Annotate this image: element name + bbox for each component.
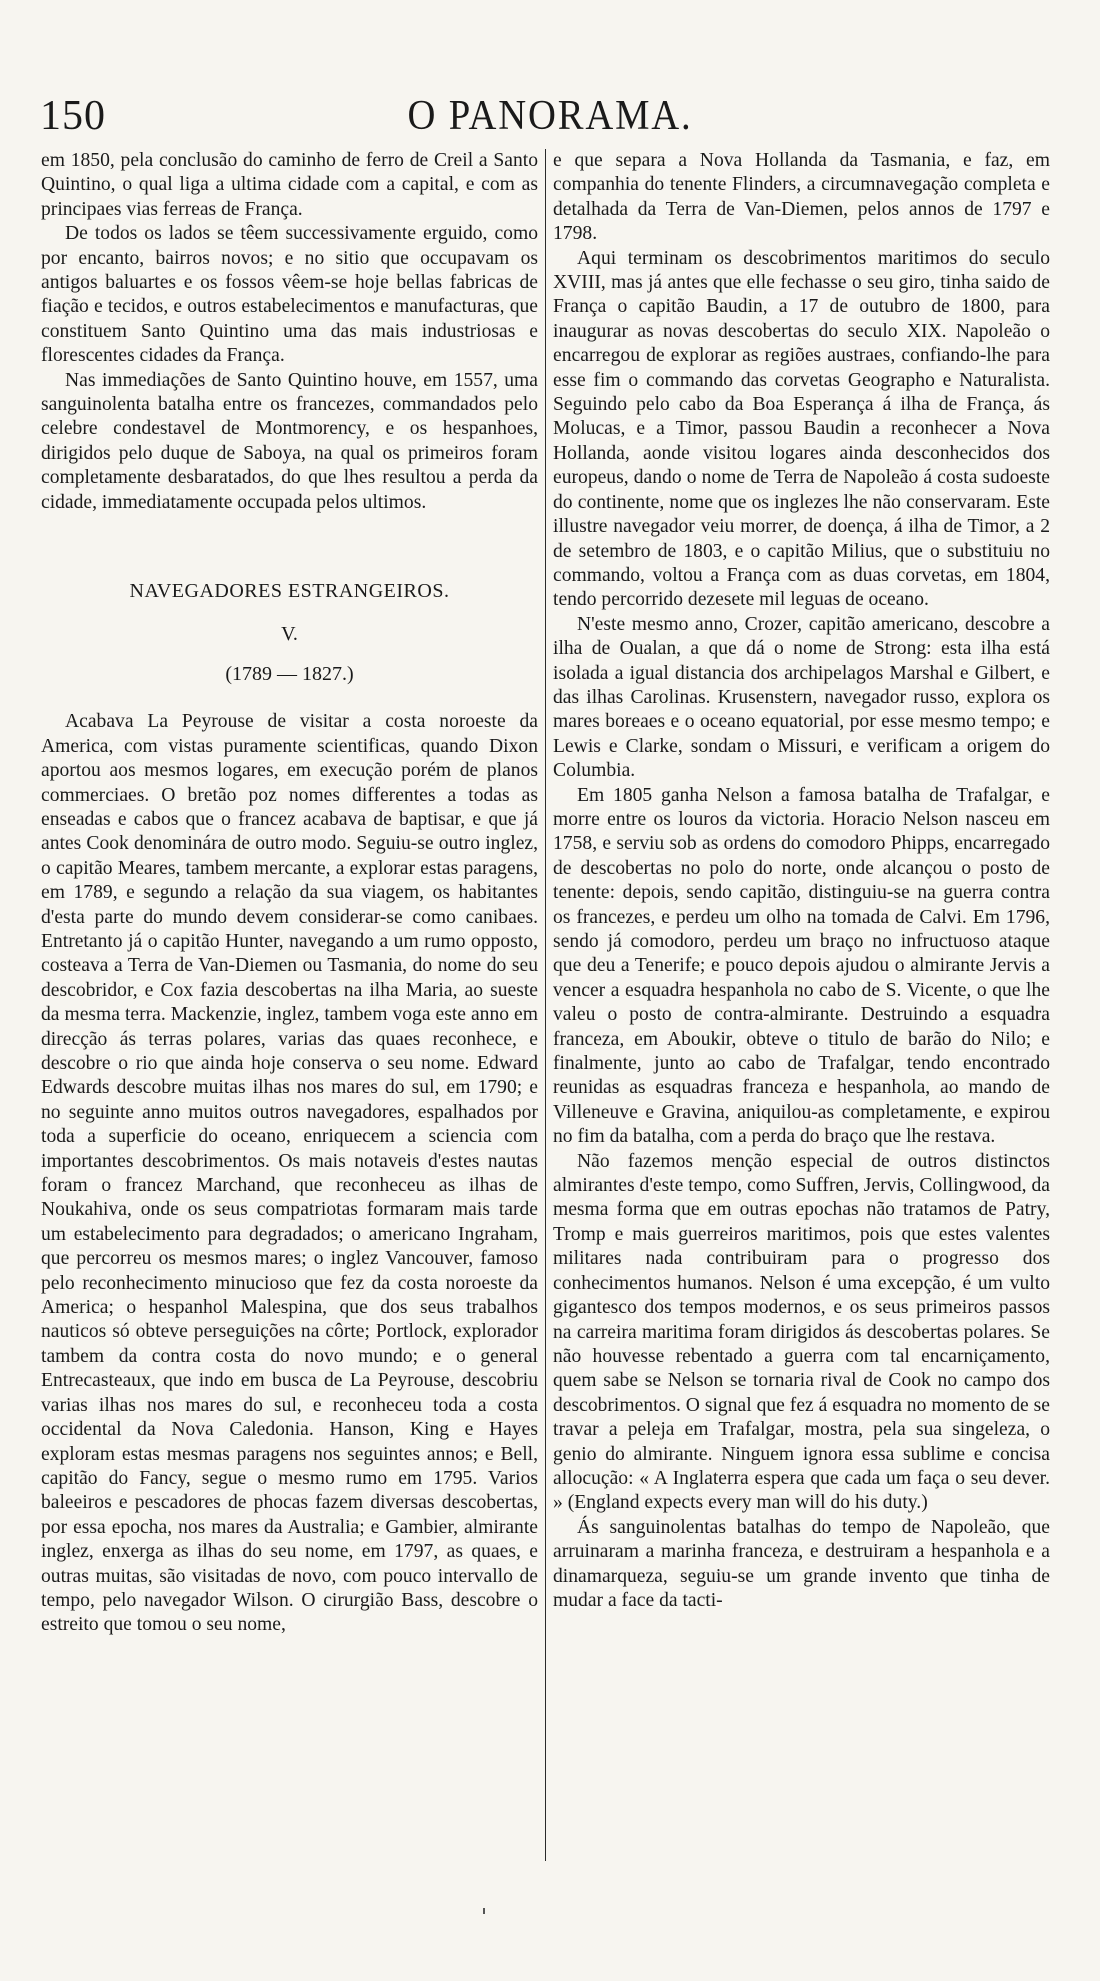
paragraph: Nas immediações de Santo Quintino houve, em 1557, uma sanguinolenta batalha entre os francezes, commandados pelo celebre condestavel de Montmorency, e os hespanhoes, dirigidos pelo duque de Saboya, na qual os primeiros foram completamente desbaratados, do que lhes resultou a perda da cidade, immediatamente occupada pelos ultimos.: [41, 369, 538, 513]
section-number: V.: [281, 622, 298, 645]
right-column: [553, 149, 1050, 1613]
paragraph: N'este mesmo anno, Crozer, capitão americano, descobre a ilha de Oualan, a que dá o nome de Strong: esta ilha está isolada a igual distancia dos archipelagos Marshal e Gilbert, e das ilhas Carolinas. Krusenstern, navegador russo, explora os mares boreaes e o oceano equatorial, por esse mesmo tempo; e Lewis e Clarke, sondam o Missuri, e verificam a origem do Columbia.: [553, 613, 1050, 782]
paragraph: De todos os lados se têem successivamente erguido, como por encanto, bairros novos; e no sitio que occupavam os antigos baluartes e os fossos vêem-se hoje bellas fabricas de fiação e tecidos, e outros estabelecimentos e manufacturas, que constituem Santo Quintino uma das mais industriosas e florescentes cidades da França.: [41, 223, 538, 367]
paragraph: Não fazemos menção especial de outros distinctos almirantes d'este tempo, como Suffren, Jervis, Collingwood, da mesma forma que em outras epochas não tratamos de Patry, Tromp e mais guerreiros maritimos, pois que estes valentes militares nada contribuiram para o progresso dos conhecimentos humanos. Nelson é uma excepção, é um vulto gigantesco dos tempos modernos, e os seus primeiros passos na carreira maritima foram dirigidos ás descobertas polares. Se não houvesse rebentado a guerra com tal encarniçamento, quem sabe se Nelson se tornaria rival de Cook no campo dos descobrimentos. O signal que fez á esquadra no momento de se travar a peleja em Trafalgar, mostra, pela sua singeleza, o genio do almirante. Ninguem ignora essa sublime e concisa allocução: « A Inglaterra espera que cada um faça o seu dever. » (England expects every man will do his duty.): [553, 1150, 1050, 1514]
left-column: [41, 149, 538, 1638]
paragraph: Aqui terminam os descobrimentos maritimos do seculo XVIII, mas já antes que elle fechasse o seu giro, tinha saido de França o capitão Baudin, a 17 de outubro de 1800, para inaugurar as novas descobertas do seculo XIX. Napoleão o encarregou de explorar as regiões austraes, confiando-lhe para esse fim o commando das corvetas Geographo e Naturalista. Seguindo pelo cabo da Boa Esperança á ilha de França, ás Molucas, e a Timor, passou Baudin a reconhecer a Nova Hollanda, aonde visitou logares ainda desconhecidos dos europeus, dando o nome de Terra de Napoleão á costa sudoeste do continente, nome que os inglezes lhe não conservaram. Este illustre navegador veiu morrer, de doença, á ilha de Timor, a 2 de setembro de 1803, e o capitão Milius, que o substituiu no commando, voltou a França com as duas corvetas, em 1804, tendo percorrido dezesete mil leguas de oceano.: [553, 247, 1050, 611]
paragraph: e que separa a Nova Hollanda da Tasmania, e faz, em companhia do tenente Flinders, a circumnavegação completa e detalhada da Terra de Van-Diemen, pelos annos de 1797 e 1798.: [553, 150, 1050, 245]
ink-mark: [483, 1908, 485, 1914]
paragraph: Ás sanguinolentas batalhas do tempo de Napoleão, que arruinaram a marinha franceza, e destruiram a hespanhola e a dinamarqueza, seguiu-se um grande invento que tinha de mudar a face da tacti-: [553, 1516, 1050, 1611]
running-title: O PANORAMA.: [407, 93, 693, 139]
paragraph: em 1850, pela conclusão do caminho de ferro de Creil a Santo Quintino, o qual liga a ultima cidade com a capital, e com as principaes vias ferreas de França.: [41, 150, 538, 220]
column-divider: [545, 149, 546, 1861]
paragraph: Em 1805 ganha Nelson a famosa batalha de Trafalgar, e morre entre os louros da victoria. Horacio Nelson nasceu em 1758, e serviu sob as ordens do comodoro Phipps, encarregado de descobertas no polo do norte, onde alcançou o posto de tenente: depois, sendo capitão, distinguiu-se na guerra contra os francezes, e perdeu um olho na tomada de Calvi. Em 1796, sendo já comodoro, perdeu um braço no infructuoso ataque que deu a Tenerife; e pouco depois ajudou o almirante Jervis a vencer a esquadra hespanhola no cabo de S. Vicente, o que lhe valeu o posto de contra-almirante. Destruindo a esquadra franceza, em Aboukir, obteve o titulo de barão do Nilo; e finalmente, junto ao cabo de Trafalgar, tendo encontrado reunidas as esquadras franceza e hespanhola, ao mando de Villeneuve e Gravina, aniquilou-as completamente, e expirou no fim da batalha, com a perda do braço que lhe restava.: [553, 784, 1050, 1148]
page-header: [40, 92, 1060, 138]
section-heading: NAVEGADORES ESTRANGEIROS.: [129, 580, 450, 603]
paragraph: Acabava La Peyrouse de visitar a costa noroeste da America, com vistas puramente scientificas, quando Dixon aportou aos mesmos logares, em execução porém de planos commerciaes. O bretão poz nomes differentes a todas as enseadas e cabos que o francez acabava de baptisar, e que já antes Cook denominára de outro modo. Seguiu-se outro inglez, o capitão Meares, tambem mercante, a explorar estas paragens, em 1789, e segundo a relação da sua viagem, os habitantes d'esta parte do mundo devem considerar-se como canibaes. Entretanto já o capitão Hunter, navegando a um rumo opposto, costeava a Terra de Van-Diemen ou Tasmania, do nome do seu descobridor, e Cox fazia descobertas na ilha Maria, ao sueste da mesma terra. Mackenzie, inglez, tambem voga este anno em direcção ás terras polares, varias das quaes reconhece, e descobre o rio que ainda hoje conserva o seu nome. Edward Edwards descobre muitas ilhas nos mares do sul, em 1790; e no seguinte anno muitos outros navegadores, espalhados por toda a superficie do oceano, enriquecem a sciencia com importantes descobrimentos. Os mais notaveis d'estes nautas foram o francez Marchand, que reconheceu as ilhas de Noukahiva, onde os seus compatriotas formaram mais tarde um estabelecimento para degradados; o americano Ingraham, que percorreu os mesmos mares; o inglez Vancouver, famoso pelo reconhecimento minucioso que fez da costa noroeste da America; o hespanhol Malespina, que dos seus trabalhos nauticos só obteve perseguições na côrte; Portlock, explorador tambem da contra costa do novo mundo; e o general Entrecasteaux, que indo em busca de La Peyrouse, descobriu varias ilhas nos mares do sul, e reconheceu toda a costa occidental da Nova Caledonia. Hanson, King e Hayes exploram estas mesmas paragens nos seguintes annos; e Bell, capitão do Fancy, segue o mesmo rumo em 1795. Varios baleeiros e pescadores de phocas fazem diversas descobertas, por essa epocha, nos mares da Australia; e Gambier, almirante inglez, enxerga as ilhas do seu nome, em 1797, as quaes, e outras muitas, são visitadas de novo, com pouco intervallo de tempo, pelo navegador Wilson. O cirurgião Bass, descobre o estreito que tomou o seu nome,: [41, 711, 538, 1636]
section-dates: (1789 — 1827.): [225, 662, 354, 685]
page-number: 150: [40, 93, 106, 139]
